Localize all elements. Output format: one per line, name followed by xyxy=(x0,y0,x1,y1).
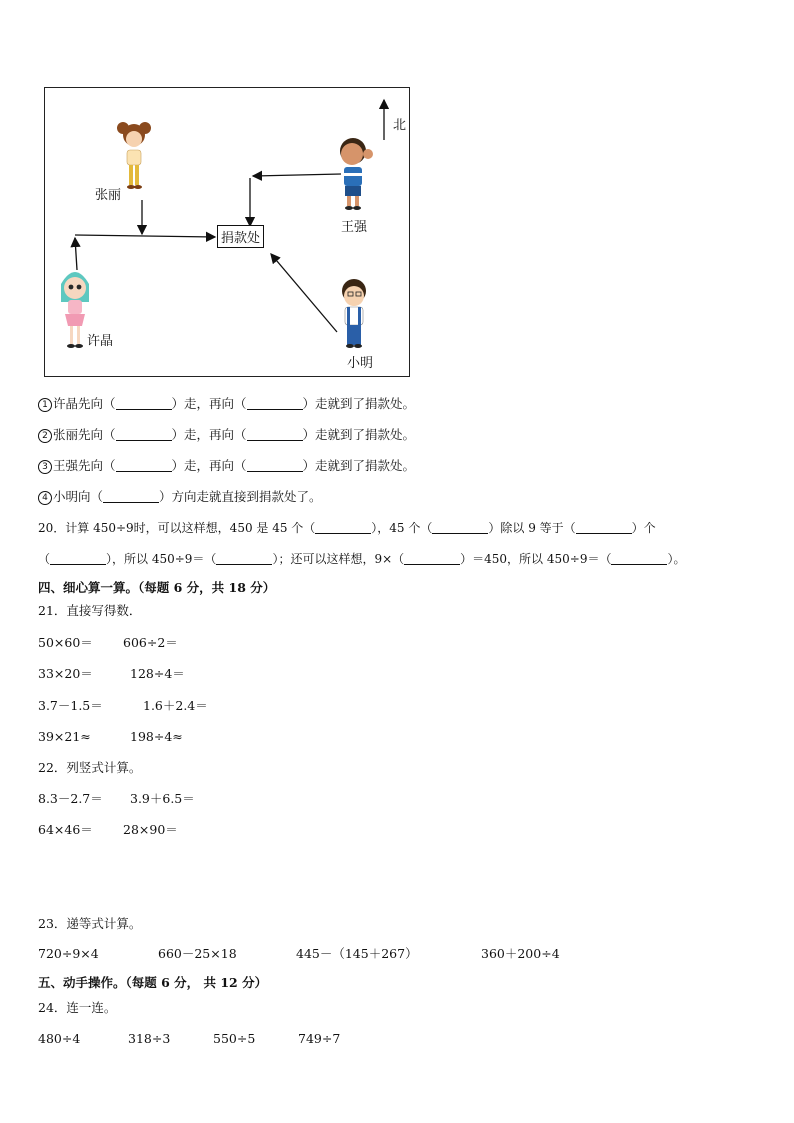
donation-station-box: 捐款处 xyxy=(217,225,264,248)
q24-item-3: 550÷5 xyxy=(213,1031,256,1046)
q19-1-text-a: 许晶先向（ xyxy=(53,396,116,411)
q20-text: ）＝450，所以 450÷9＝（ xyxy=(460,552,612,566)
q19-item-2 xyxy=(38,427,415,443)
north-label: 北 xyxy=(393,118,407,133)
wangqiang-figure xyxy=(340,138,373,210)
q19-1-text-b: ）走，再向（ xyxy=(171,396,247,411)
q19-1-text-c: ）走就到了捐款处。 xyxy=(302,396,416,411)
q24-item-2: 318÷3 xyxy=(128,1031,171,1046)
q23-item-4: 360＋200÷4 xyxy=(481,946,560,961)
q23-item-3: 445－（145＋267） xyxy=(296,946,418,961)
answer-blank[interactable] xyxy=(611,552,667,565)
q20-text: ）个 xyxy=(631,521,656,535)
q22-r1-b: 3.9＋6.5＝ xyxy=(130,791,195,806)
answer-blank[interactable] xyxy=(103,490,159,503)
q21-r4-b: 198÷4≈ xyxy=(130,729,183,744)
xiaoming-arrow xyxy=(271,254,337,332)
q19-item-1 xyxy=(38,396,415,412)
q19-4-text-a: 小明向（ xyxy=(53,489,104,504)
q21-r3-a: 3.7－1.5＝ xyxy=(38,698,103,713)
answer-blank[interactable] xyxy=(50,552,106,565)
q21-r1-a: 50×60＝ xyxy=(38,635,93,650)
zhangli-label: 张丽 xyxy=(95,188,122,203)
q19-item-3 xyxy=(38,458,415,474)
answer-blank[interactable] xyxy=(432,521,488,534)
answer-blank[interactable] xyxy=(116,428,172,441)
q19-item-4 xyxy=(38,489,322,505)
q20-text: ）；还可以这样想，9×（ xyxy=(272,552,405,566)
q20-text: ）除以 9 等于（ xyxy=(488,521,576,535)
q19-2-text-b: ）走，再向（ xyxy=(171,427,247,442)
answer-blank[interactable] xyxy=(247,428,303,441)
q24-title: 24．连一连。 xyxy=(38,1000,117,1015)
circled-number: 1 xyxy=(38,398,52,412)
wangqiang-label: 王强 xyxy=(341,220,368,235)
q19-3-text-a: 王强先向（ xyxy=(53,458,116,473)
circled-number: 3 xyxy=(38,460,52,474)
q23-title: 23．递等式计算。 xyxy=(38,916,142,931)
q21-r1-b: 606÷2＝ xyxy=(123,635,178,650)
q21-r4-a: 39×21≈ xyxy=(38,729,91,744)
answer-blank[interactable] xyxy=(116,459,172,472)
q20-line-1 xyxy=(38,520,656,536)
answer-blank[interactable] xyxy=(576,521,632,534)
q22-r1-a: 8.3－2.7＝ xyxy=(38,791,103,806)
q24-item-4: 749÷7 xyxy=(298,1031,341,1046)
q21-title: 21．直接写得数． xyxy=(38,603,142,618)
answer-blank[interactable] xyxy=(247,397,303,410)
answer-blank[interactable] xyxy=(315,521,371,534)
answer-blank[interactable] xyxy=(216,552,272,565)
q20-text: ），45 个（ xyxy=(371,521,433,535)
q19-2-text-c: ）走就到了捐款处。 xyxy=(302,427,416,442)
q22-r2-b: 28×90＝ xyxy=(123,822,178,837)
xujing-label: 许晶 xyxy=(87,334,114,349)
q23-item-1: 720÷9×4 xyxy=(38,946,99,961)
q23-item-2: 660－25×18 xyxy=(158,946,237,961)
q22-r2-a: 64×46＝ xyxy=(38,822,93,837)
q20-text: 20．计算 450÷9时，可以这样想，450 是 45 个（ xyxy=(38,521,316,535)
xiaoming-figure xyxy=(342,279,366,348)
q19-3-text-b: ）走，再向（ xyxy=(171,458,247,473)
q22-title: 22．列竖式计算。 xyxy=(38,760,142,775)
q19-2-text-a: 张丽先向（ xyxy=(53,427,116,442)
xujing-arrow-east xyxy=(75,235,215,237)
wangqiang-arrow-west xyxy=(253,174,341,176)
circled-number: 2 xyxy=(38,429,52,443)
zhangli-figure xyxy=(117,122,151,189)
section-4-heading: 四、细心算一算。（每题 6 分，共 18 分） xyxy=(38,580,276,595)
q20-line-2 xyxy=(38,551,685,567)
q20-text: （ xyxy=(38,552,51,566)
q19-4-text-b: ）方向走就直接到捐款处了。 xyxy=(159,489,322,504)
direction-map-figure xyxy=(44,87,410,377)
answer-blank[interactable] xyxy=(247,459,303,472)
xujing-arrow-north xyxy=(75,238,77,270)
section-5-heading: 五、动手操作。（每题 6 分， 共 12 分） xyxy=(38,975,268,990)
q19-3-text-c: ）走就到了捐款处。 xyxy=(302,458,416,473)
q21-r2-a: 33×20＝ xyxy=(38,666,93,681)
q20-text: ），所以 450÷9＝（ xyxy=(106,552,217,566)
answer-blank[interactable] xyxy=(404,552,460,565)
xujing-figure xyxy=(61,272,89,348)
q21-r3-b: 1.6＋2.4＝ xyxy=(143,698,208,713)
answer-blank[interactable] xyxy=(116,397,172,410)
circled-number: 4 xyxy=(38,491,52,505)
q20-text: ）。 xyxy=(667,552,686,566)
q21-r2-b: 128÷4＝ xyxy=(130,666,185,681)
q24-item-1: 480÷4 xyxy=(38,1031,81,1046)
xiaoming-label: 小明 xyxy=(347,356,374,371)
